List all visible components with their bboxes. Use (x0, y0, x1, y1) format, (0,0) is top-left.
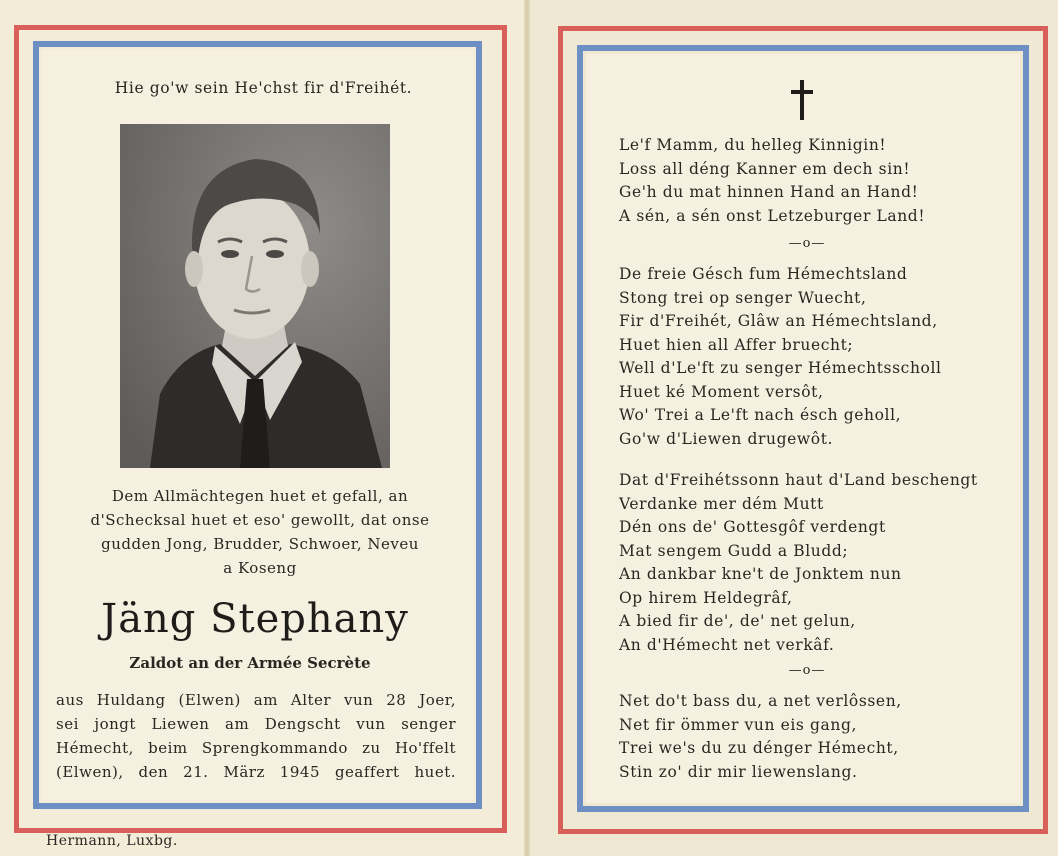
verse-line: Stong trei op senger Wuecht, (619, 288, 867, 307)
verse-line: Well d'Le'ft zu senger Hémechtsscholl (619, 359, 942, 377)
verse-line: Op hirem Heldegrâf, (619, 588, 793, 607)
verse-line: A bied fir de', de' net gelun, (619, 612, 856, 630)
cross-icon (791, 80, 813, 120)
verse-line: Net do't bass du, a net verlôssen, (619, 692, 902, 710)
verse-line: Ge'h du mat hinnen Hand an Hand! (619, 183, 919, 201)
verse-line: An d'Hémecht net verkâf. (619, 635, 835, 654)
death-details (56, 688, 456, 784)
verse-line: A sén, a sén onst Letzeburger Land! (619, 206, 926, 225)
detail-line: (Elwen), den 21. März 1945 geaffert huet. (56, 763, 456, 781)
portrait-illustration (120, 124, 390, 468)
verse-line: Wo' Trei a Le'ft nach ésch geholl, (619, 406, 902, 424)
detail-line: Hémecht, beim Sprengkommando zu Ho'ffelt (56, 739, 456, 757)
stanza-separator: —o— (788, 236, 826, 251)
verse-line: Mat sengem Gudd a Bludd; (619, 541, 849, 560)
left-card (0, 0, 527, 856)
verse-line: Trei we's du zu dénger Hémecht, (619, 739, 899, 757)
verse-line: Fir d'Freihét, Glâw an Hémechtsland, (619, 312, 938, 330)
portrait-photo (120, 124, 390, 468)
stanza-separator: —o— (788, 663, 826, 678)
detail-line: aus Huldang (Elwen) am Alter vun 28 Joer, (56, 691, 456, 709)
motto-line: Hie go'w sein He'chst fir d'Freihét. (114, 79, 413, 97)
verse-line: Huet hien all Affer bruecht; (619, 335, 854, 354)
intro-line: d'Schecksal huet et eso' gewollt, dat onse (90, 511, 430, 529)
verse-line: Dén ons de' Gottesgôf verdengt (619, 518, 886, 536)
intro-line: a Koseng (223, 559, 297, 577)
verse-line: An dankbar kne't de Jonktem nun (619, 565, 902, 583)
stanza-2 (619, 263, 999, 451)
card-fold (524, 0, 530, 856)
verse-line: De freie Gésch fum Hémechtsland (619, 265, 908, 283)
deceased-name: Jäng Stephany (101, 596, 409, 642)
right-card (527, 0, 1058, 856)
verse-line: Dat d'Freihétssonn haut d'Land beschengt (619, 471, 978, 489)
verse-line: Go'w d'Liewen drugewôt. (619, 429, 834, 448)
verse-line: Le'f Mamm, du helleg Kinnigin! (619, 136, 887, 154)
military-rank: Zaldot an der Armée Secrète (129, 654, 371, 672)
verse-line: Stin zo' dir mir liewenslang. (619, 762, 858, 781)
verse-line: Net fir ömmer vun eis gang, (619, 715, 858, 734)
intro-line: Dem Allmächtegen huet et gefall, an (111, 487, 409, 505)
detail-line: sei jongt Liewen am Dengscht vun senger (56, 715, 456, 733)
stanza-4 (619, 690, 999, 784)
verse-line: Huet ké Moment versôt, (619, 382, 824, 401)
printer-imprint: Hermann, Luxbg. (46, 833, 178, 849)
intro-line: gudden Jong, Brudder, Schwoer, Neveu (101, 535, 419, 553)
stanza-3 (619, 469, 999, 657)
stanza-1 (619, 134, 999, 228)
verse-line: Verdanke mer dém Mutt (619, 494, 824, 513)
announcement-text (70, 484, 450, 580)
verse-line: Loss all déng Kanner em dech sin! (619, 159, 911, 178)
